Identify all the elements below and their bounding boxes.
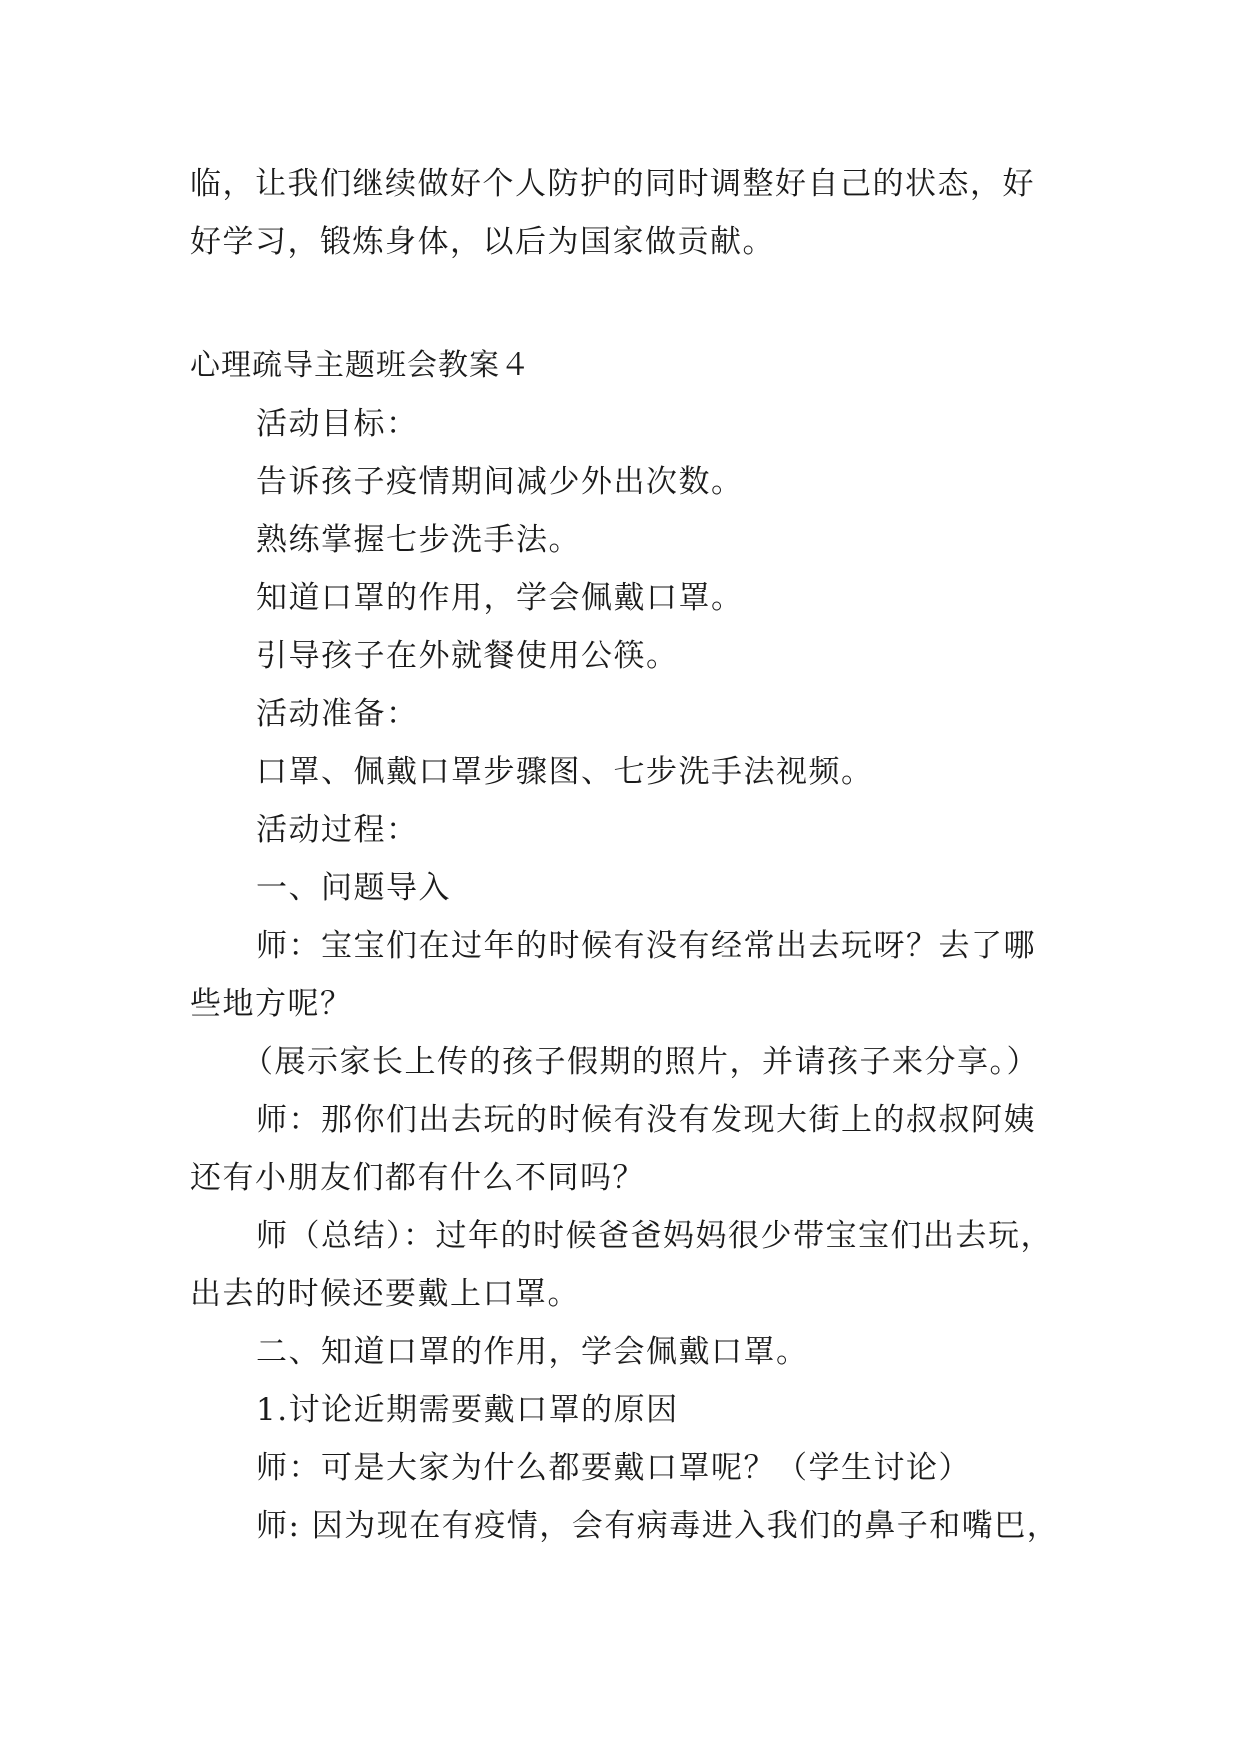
paragraph-line: 师: 因为现在有疫情，会有病毒进入我们的鼻子和嘴巴， [256, 1508, 1060, 1544]
paragraph-line: 一、问题导入 [256, 870, 451, 906]
paragraph-line: 师：可是大家为什么都要戴口罩呢？（学生讨论） [256, 1450, 971, 1486]
paragraph-line: 还有小朋友们都有什么不同吗？ [190, 1160, 645, 1196]
paragraph-line: 活动准备： [256, 696, 419, 732]
paragraph-line: 师：宝宝们在过年的时候有没有经常出去玩呀？去了哪 [256, 928, 1036, 964]
paragraph-line: 引导孩子在外就餐使用公筷。 [256, 638, 679, 674]
paragraph-line: 好学习，锻炼身体，以后为国家做贡献。 [190, 224, 775, 260]
paragraph-line: （展示家长上传的孩子假期的照片，并请孩子来分享。） [242, 1044, 1039, 1080]
section-title: 心理疏导主题班会教案４ [190, 348, 531, 383]
paragraph-line: 口罩、佩戴口罩步骤图、七步洗手法视频。 [256, 754, 874, 790]
paragraph-line: 临，让我们继续做好个人防护的同时调整好自己的状态，好 [190, 166, 1035, 202]
intro-paragraph [190, 155, 1070, 271]
lesson-plan-section [190, 337, 1070, 1555]
paragraph-line: 告诉孩子疫情期间减少外出次数。 [256, 464, 744, 500]
paragraph-line: 师：那你们出去玩的时候有没有发现大街上的叔叔阿姨 [256, 1102, 1036, 1138]
paragraph-line: 师（总结）：过年的时候爸爸妈妈很少带宝宝们出去玩， [256, 1218, 1053, 1254]
paragraph-line: 1.讨论近期需要戴口罩的原因 [256, 1392, 679, 1428]
paragraph-line: 知道口罩的作用，学会佩戴口罩。 [256, 580, 744, 616]
paragraph-line: 活动目标： [256, 406, 419, 442]
paragraph-line: 二、知道口罩的作用，学会佩戴口罩。 [256, 1334, 809, 1370]
paragraph-line: 出去的时候还要戴上口罩。 [190, 1276, 580, 1312]
paragraph-line: 活动过程： [256, 812, 419, 848]
paragraph-line: 些地方呢？ [190, 986, 353, 1022]
paragraph-line: 熟练掌握七步洗手法。 [256, 522, 581, 558]
